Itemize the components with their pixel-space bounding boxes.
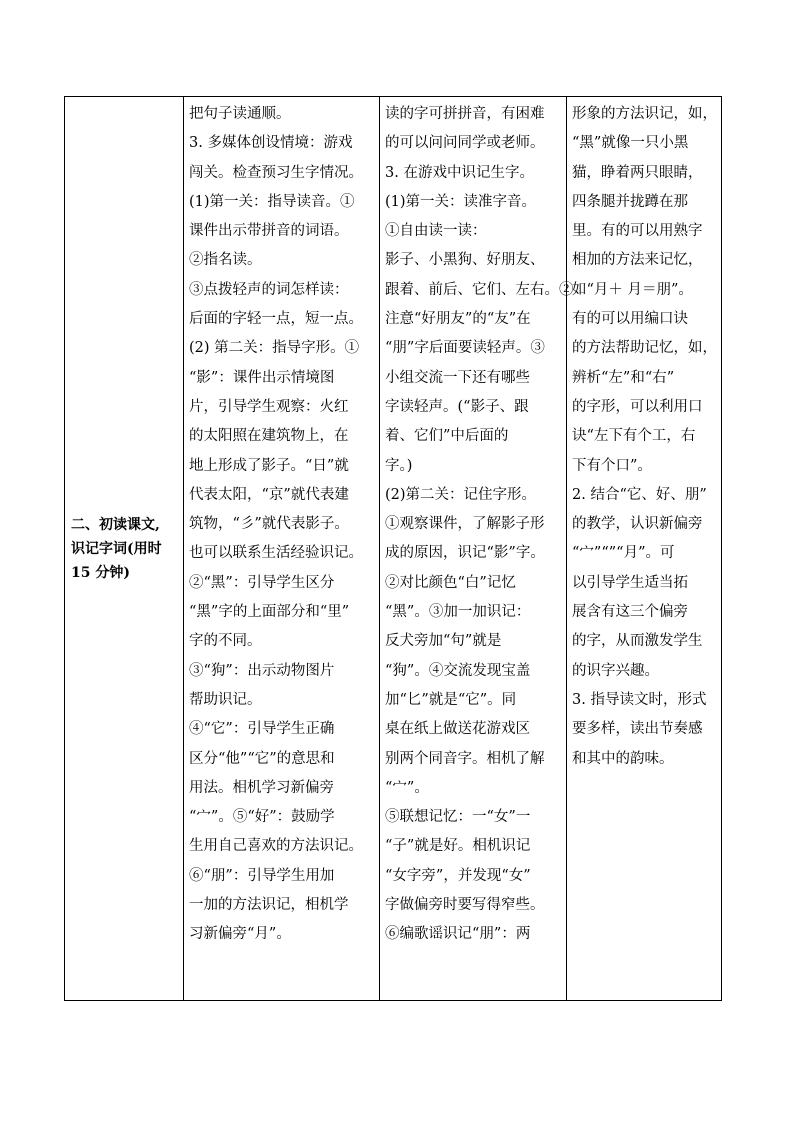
design-intent-line: 的方法帮助记忆，如，: [572, 340, 717, 357]
teacher-activity-line: 课件出示带拼音的词语。: [189, 223, 349, 240]
teacher-activity-line: (1)第一关：指导读音。①: [189, 193, 355, 210]
design-intent-line: “宀”“”“月”。可: [572, 545, 675, 562]
teacher-activity-line: “宀”。⑤“好”：鼓励学: [189, 809, 335, 826]
student-activity-line: “狗”。④交流发现宝盖: [385, 662, 531, 679]
student-activity-line: 3. 在游戏中识记生字。: [385, 164, 534, 181]
design-intent-line: 的字，从而激发学生: [572, 633, 703, 650]
teacher-activity-line: “影”：课件出示情境图: [189, 369, 335, 386]
student-activity-line: 字。): [385, 457, 413, 474]
student-activity-line: 小组交流一下还有哪些: [385, 369, 530, 386]
teacher-activity-line: 也可以联系生活经验识记。: [189, 545, 363, 562]
section-label-line: 15 分钟): [71, 564, 130, 581]
student-activity-line: “黑”。③加一加识记：: [385, 604, 531, 621]
student-activity-line: “子”就是好。相机识记: [385, 838, 531, 855]
student-activity-cell: [380, 97, 574, 1001]
teacher-activity-line: 用法。相机学习新偏旁: [189, 779, 334, 796]
student-activity-line: “朋”字后面要读轻声。③: [385, 340, 545, 357]
design-intent-line: 相加的方法来记忆，: [572, 252, 703, 269]
section-label-line: 二、初读课文,: [71, 516, 160, 533]
table-row: [65, 97, 722, 1001]
student-activity-line: 成的原因，识记“影”字。: [385, 545, 545, 562]
teacher-activity-cell: [184, 97, 380, 1001]
teacher-activity-line: 后面的字轻一点，短一点。: [189, 311, 363, 328]
student-activity-line: 跟着、前后、它们、左右。②: [385, 281, 574, 298]
design-intent-line: 诀“左下有个工，右: [572, 428, 696, 445]
teacher-activity-line: 习新偏旁“月”。: [189, 926, 291, 943]
student-activity-line: 影子、小黑狗、好朋友、: [385, 252, 545, 269]
teacher-activity-line: ④“它”：引导学生正确: [189, 721, 335, 738]
design-intent-line: 里。有的可以用熟字: [572, 223, 703, 240]
design-intent-line: 和其中的韵味。: [572, 750, 674, 767]
design-intent-line: 展含有这三个偏旁: [572, 604, 688, 621]
teacher-activity-line: 片，引导学生观察：火红: [189, 398, 349, 415]
design-intent-line: 猫，睁着两只眼睛，: [572, 164, 703, 181]
student-activity-line: 读的字可拼拼音，有困难: [385, 106, 545, 122]
design-intent-line: 以引导学生适当拓: [572, 574, 688, 591]
student-activity-line: ①自由读一读：: [385, 223, 487, 240]
teacher-activity-line: 代表太阳，“京”就代表建: [189, 486, 349, 503]
design-intent-line: 的教学，认识新偏旁: [572, 516, 703, 533]
design-intent-line: “黑”就像一只小黑: [572, 135, 689, 152]
design-intent-line: 的识字兴趣。: [572, 662, 659, 679]
teacher-activity-line: ③点拨轻声的词怎样读：: [189, 281, 349, 298]
student-activity-line: 加“匕”就是“它”。同: [385, 691, 517, 708]
teacher-activity-line: 区分“他”“它”的意思和: [189, 750, 335, 767]
student-activity-line: 桌在纸上做送花游戏区: [385, 721, 530, 738]
student-activity-line: 的可以问问同学或老师。: [385, 135, 545, 152]
student-activity-line: 字读轻声。(“影子、跟: [385, 398, 529, 415]
student-activity-line: 注意“好朋友”的“友”在: [385, 311, 531, 328]
teacher-activity-line: 闯关。检查预习生字情况。: [189, 164, 363, 181]
teacher-activity-line: 字的不同。: [189, 633, 262, 650]
teacher-activity-line: 帮助识记。: [189, 691, 262, 708]
teacher-activity-line: ⑥“朋”：引导学生用加: [189, 867, 335, 884]
design-intent-line: 的字形，可以利用口: [572, 398, 703, 415]
student-activity-line: ②对比颜色“白”记忆: [385, 574, 516, 591]
teacher-activity-line: ③“狗”：出示动物图片: [189, 662, 335, 679]
student-activity-line: (1)第一关：读准字音。: [385, 193, 537, 210]
design-intent-line: 下有个口”。: [572, 457, 652, 474]
student-activity-line: ①观察课件，了解影子形: [385, 516, 545, 533]
design-intent-line: 要多样，读出节奏感: [572, 721, 703, 738]
design-intent-cell: [567, 97, 722, 1001]
teacher-activity-line: 一加的方法识记，相机学: [189, 897, 349, 914]
teacher-activity-line: 3. 多媒体创设情境：游戏: [189, 135, 353, 152]
design-intent-line: 3. 指导读文时，形式: [572, 691, 707, 708]
student-activity-line: 着、它们”中后面的: [385, 428, 509, 445]
teacher-activity-line: 的太阳照在建筑物上，在: [189, 428, 349, 445]
student-activity-line: ⑤联想记忆：一“女”一: [385, 809, 531, 826]
design-intent-line: 如“月＋ 月＝朋”。: [572, 281, 693, 298]
design-intent-line: 辨析“左”和“右”: [572, 369, 675, 386]
lesson-plan-table: [64, 96, 722, 1001]
student-activity-line: 字做偏旁时要写得窄些。: [385, 897, 545, 914]
teacher-activity-line: 把句子读通顺。: [189, 106, 291, 122]
design-intent-line: 形象的方法识记，如，: [572, 106, 717, 122]
section-label-line: 识记字词(用时: [71, 540, 162, 557]
section-label-cell: [65, 97, 184, 1001]
student-activity-line: “女字旁”，并发现“女”: [385, 867, 531, 884]
teacher-activity-line: 生用自己喜欢的方法识记。: [189, 838, 363, 855]
teacher-activity-line: 地上形成了影子。“日”就: [189, 457, 349, 474]
student-activity-line: “宀”。: [385, 779, 429, 796]
teacher-activity-line: 筑物，“彡”就代表影子。: [189, 516, 349, 533]
student-activity-line: (2)第二关：记住字形。: [385, 486, 537, 503]
teacher-activity-line: ②“黑”：引导学生区分: [189, 574, 335, 591]
student-activity-line: 反犬旁加“句”就是: [385, 633, 502, 650]
design-intent-line: 四条腿并拢蹲在那: [572, 193, 688, 210]
teacher-activity-line: ②指名读。: [189, 252, 262, 269]
student-activity-line: ⑥编歌谣识记“朋”：两: [385, 926, 531, 943]
design-intent-line: 有的可以用编口诀: [572, 311, 688, 328]
teacher-activity-line: (2) 第二关：指导字形。①: [189, 340, 360, 357]
student-activity-line: 别两个同音字。相机了解: [385, 750, 545, 767]
design-intent-line: 2. 结合“它、好、朋”: [572, 486, 707, 503]
teacher-activity-line: “黑”字的上面部分和“里”: [189, 604, 350, 621]
